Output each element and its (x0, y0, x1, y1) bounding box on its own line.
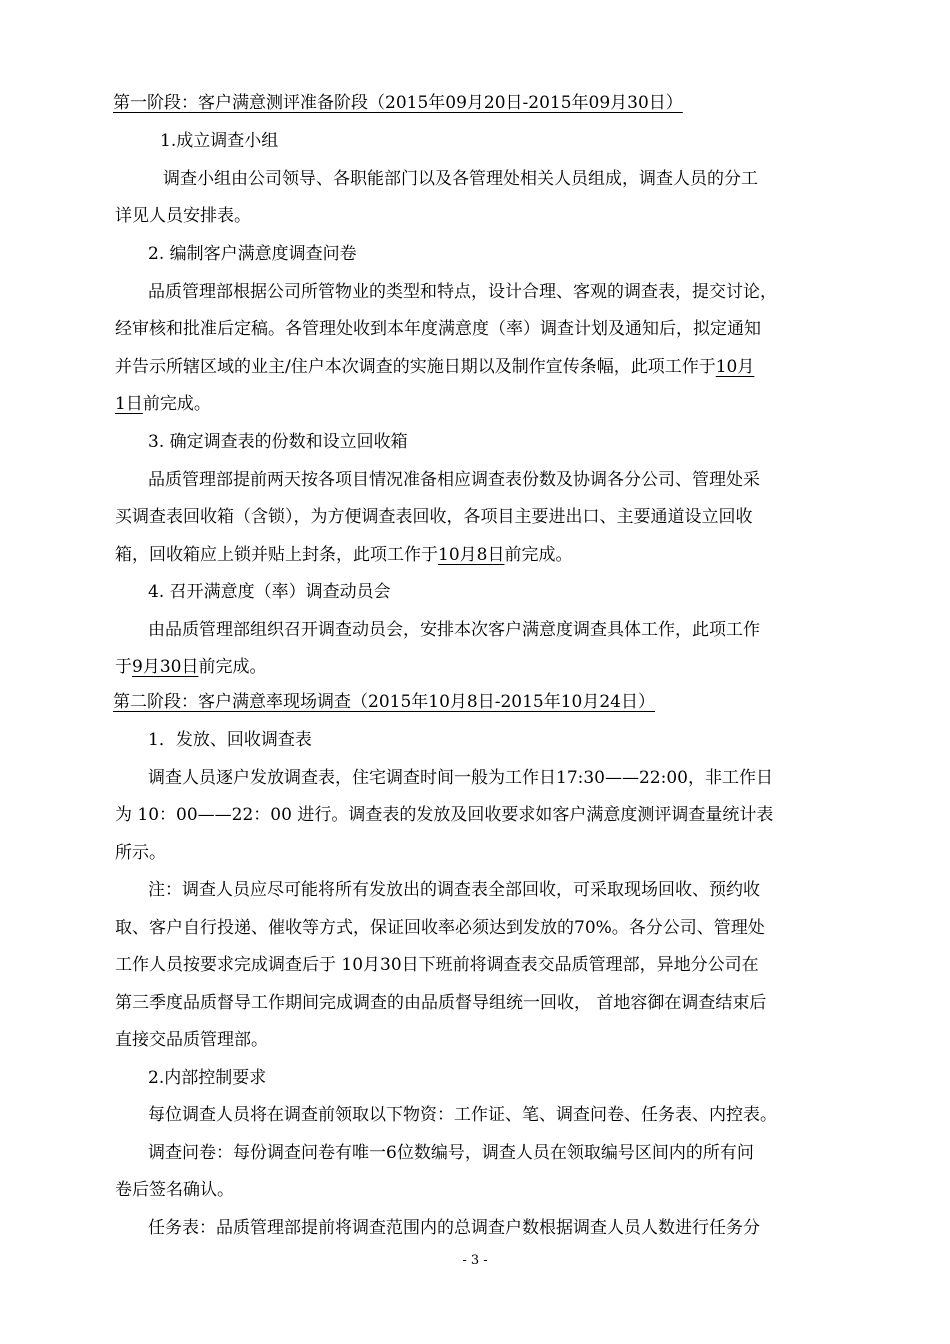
stage2-note-line: 工作人员按要求完成调查后于 10月30日下班前将调查表交品质管理部，异地分公司在 (115, 955, 759, 975)
stage1-item3-title: 3. 确定调查表的份数和设立回收箱 (148, 432, 408, 452)
stage2-item2-paragraph-line: 卷后签名确认。 (115, 1180, 234, 1200)
deadline-date: 10月8日 (438, 545, 505, 565)
stage1-item2-paragraph-line (115, 393, 950, 415)
deadline-date: 1日 (115, 394, 143, 414)
stage1-item2-paragraph-line: 品质管理部根据公司所管物业的类型和特点，设计合理、客观的调查表，提交讨论， (148, 282, 777, 302)
stage2-item1-paragraph-line: 所示。 (115, 843, 166, 863)
stage1-item2-paragraph-line: 经审核和批准后定稿。各管理处收到本年度满意度（率）调查计划及通知后，拟定通知 (115, 319, 761, 339)
stage1-item3-paragraph-line (115, 544, 950, 566)
stage2-item1-paragraph-line: 调查人员逐户发放调查表，住宅调查时间一般为工作日17:30——22:00，非工作日 (148, 768, 773, 788)
stage1-item3-paragraph-line: 品质管理部提前两天按各项目情况准备相应调查表份数及协调各分公司、管理处采 (148, 470, 760, 490)
stage2-item1-paragraph-line: 为 10：00——22：00 进行。调查表的发放及回收要求如客户满意度测评调查量统计表 (115, 805, 774, 825)
paragraph-text: 前完成。 (142, 394, 211, 414)
paragraph-text: 前完成。 (504, 545, 573, 565)
stage1-heading: 第一阶段：客户满意测评准备阶段（2015年09月20日-2015年09月30日） (113, 93, 683, 113)
stage2-item2-paragraph-line: 调查问卷：每份调查问卷有唯一6位数编号，调查人员在领取编号区间内的所有问 (148, 1143, 754, 1163)
paragraph-text: 并告示所辖区域的业主/住户本次调查的实施日期以及制作宣传条幅，此项工作于 (115, 357, 716, 377)
paragraph-text: 于 (115, 657, 132, 677)
page-number: - 3 - (462, 1253, 488, 1268)
stage2-heading: 第二阶段：客户满意率现场调查（2015年10月8日-2015年10月24日） (113, 692, 655, 712)
paragraph-text: 前完成。 (198, 657, 267, 677)
stage1-item1-paragraph-line: 调查小组由公司领导、各职能部门以及各管理处相关人员组成，调查人员的分工 (163, 169, 758, 189)
deadline-date: 10月 (715, 357, 755, 377)
paragraph-text: 箱，回收箱应上锁并贴上封条，此项工作于 (115, 545, 438, 565)
stage1-item4-paragraph-line: 由品质管理部组织召开调查动员会，安排本次客户满意度调查具体工作，此项工作 (148, 620, 760, 640)
stage1-item2-title: 2. 编制客户满意度调查问卷 (148, 244, 357, 264)
stage2-item2-title: 2.内部控制要求 (148, 1068, 267, 1088)
stage2-note-line: 注：调查人员应尽可能将所有发放出的调查表全部回收，可采取现场回收、预约收 (148, 880, 760, 900)
stage2-item1-title: 1．发放、回收调查表 (148, 730, 312, 750)
stage1-item4-title: 4. 召开满意度（率）调查动员会 (148, 582, 391, 602)
stage1-item1-paragraph-line: 详见人员安排表。 (115, 206, 251, 226)
stage2-note-line: 第三季度品质督导工作期间完成调查的由品质督导组统一回收， 首地容御在调查结束后 (115, 993, 767, 1013)
deadline-date: 9月30日 (132, 657, 199, 677)
stage1-item3-paragraph-line: 买调查表回收箱（含锁），为方便调查表回收，各项目主要进出口、主要通道设立回收 (115, 507, 753, 527)
stage1-item1-title: 1.成立调查小组 (160, 131, 279, 151)
stage2-item2-paragraph-line: 每位调查人员将在调查前领取以下物资：工作证、笔、调查问卷、任务表、内控表。 (148, 1105, 777, 1125)
stage1-item4-paragraph-line (115, 656, 950, 678)
stage2-item2-paragraph-line: 任务表：品质管理部提前将调查范围内的总调查户数根据调查人员人数进行任务分 (148, 1218, 760, 1238)
stage1-item2-paragraph-line (115, 356, 950, 378)
stage2-note-line: 取、客户自行投递、催收等方式，保证回收率必须达到发放的70%。各分公司、管理处 (115, 918, 765, 938)
stage2-note-line: 直接交品质管理部。 (115, 1030, 268, 1050)
